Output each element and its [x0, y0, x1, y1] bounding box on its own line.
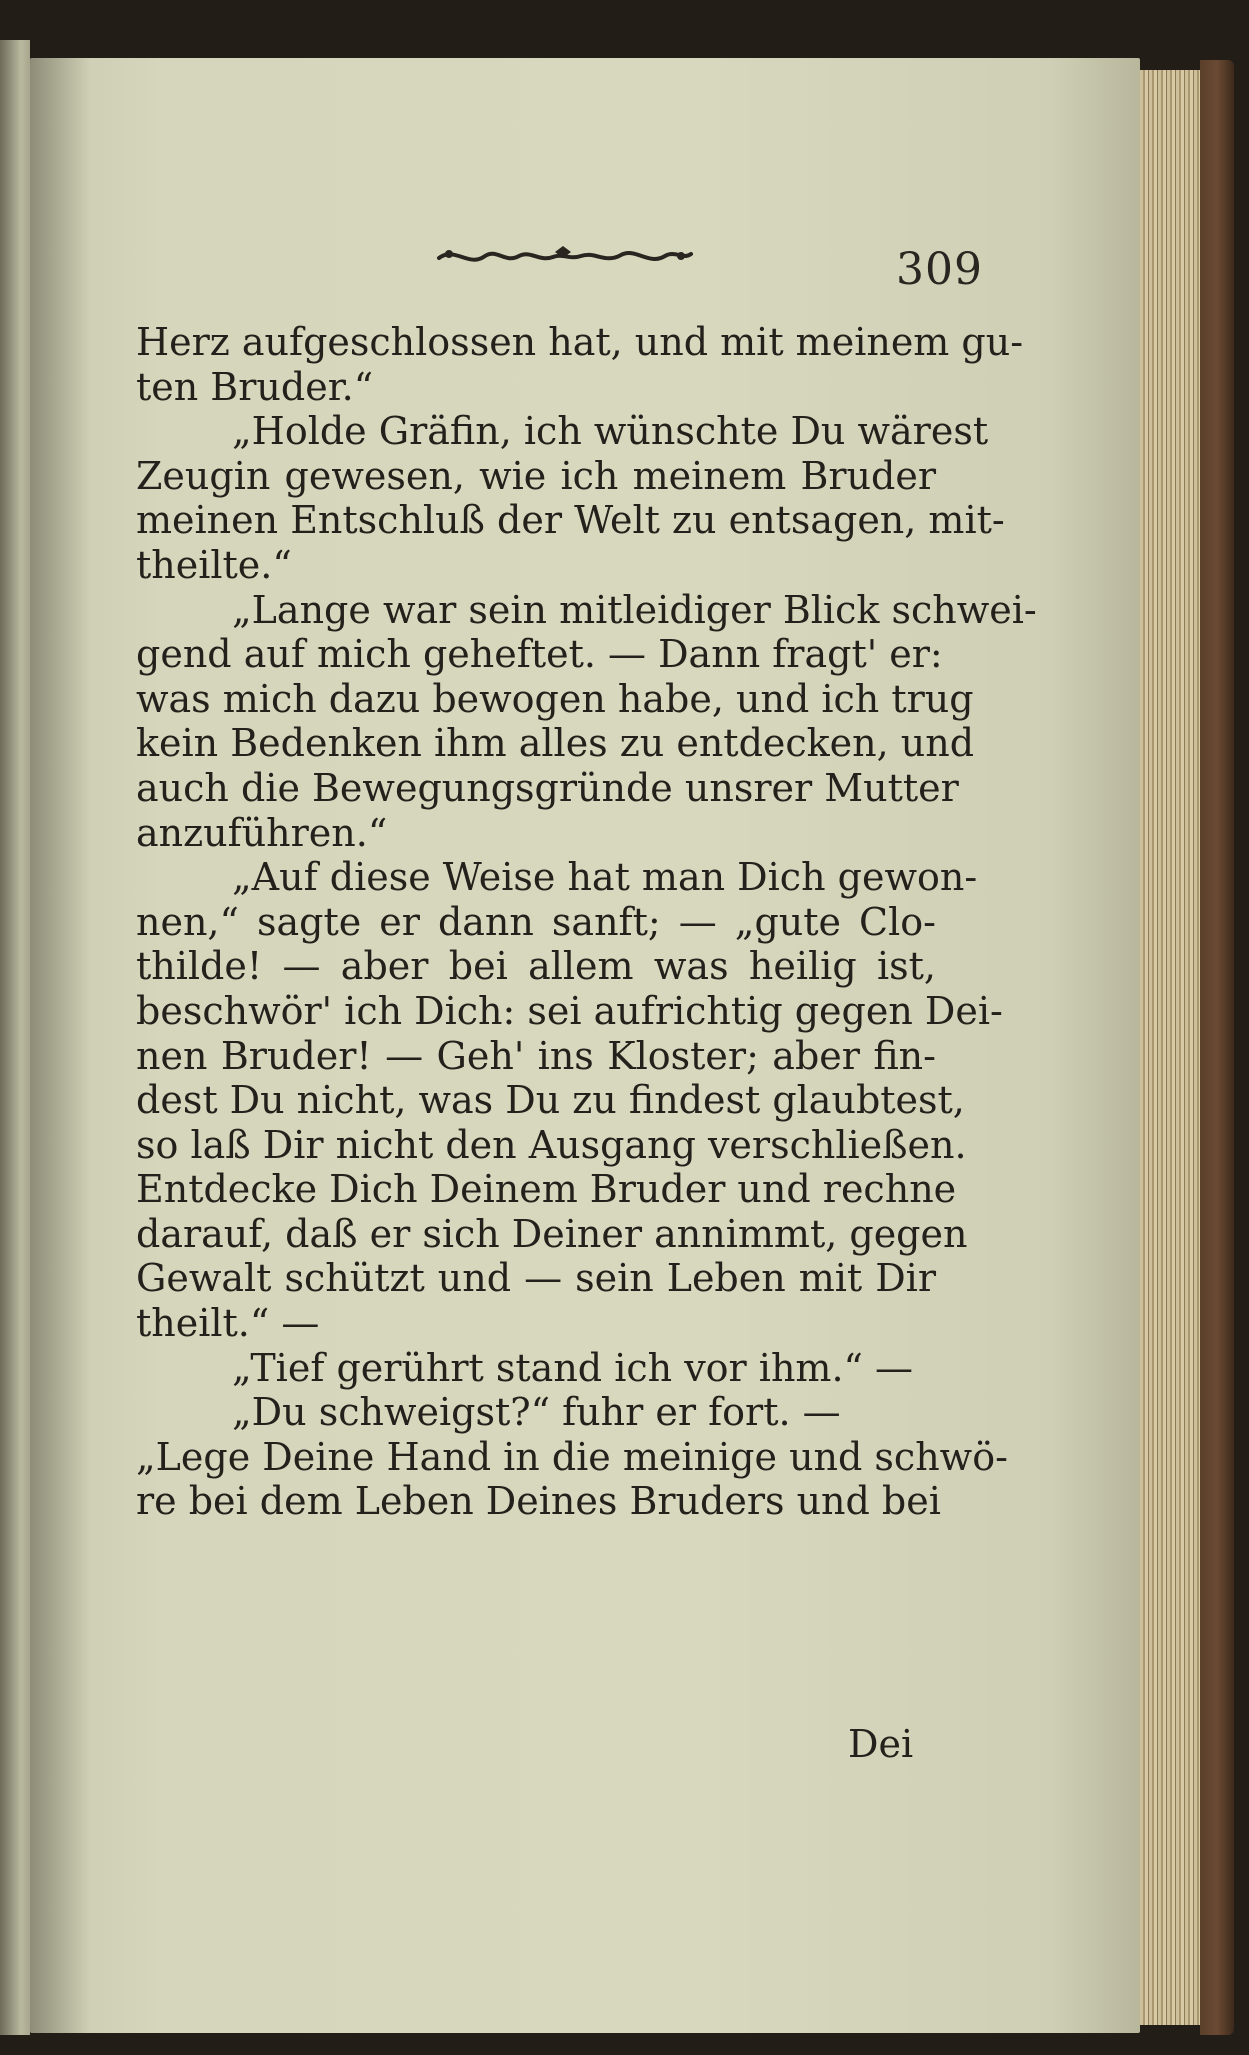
text-line: Herz aufgeschlossen hat, und mit meinem gu-	[136, 320, 1024, 364]
text-line: gend auf mich geheftet. — Dann fragt' er:	[136, 632, 943, 677]
text-line: ten Bruder.“	[136, 364, 374, 409]
text-line: was mich dazu bewogen habe, und ich trug	[136, 676, 974, 721]
text-line: kein Bedenken ihm alles zu entdecken, und	[136, 721, 975, 766]
text-line: „Tief gerührt stand ich vor ihm.“ —	[232, 1345, 914, 1390]
page-header	[30, 240, 1140, 300]
text-line: meinen Entschluß der Welt zu entsagen, mit-	[136, 498, 1005, 543]
page-number: 309	[896, 244, 983, 295]
text-line: „Lege Deine Hand in die meinige und schwö-	[136, 1434, 1008, 1479]
text-line: theilte.“	[136, 542, 292, 587]
text-line: auch die Bewegungsgründe unsrer Mutter	[136, 765, 959, 810]
text-line: thilde! — aber bei allem was heilig ist,	[136, 944, 936, 989]
text-line: theilt.“ —	[136, 1301, 320, 1346]
text-line: darauf, daß er sich Deiner annimmt, gegen	[136, 1211, 968, 1256]
text-line: so laß Dir nicht den Ausgang verschließen.	[136, 1122, 967, 1167]
ornamental-rule-icon	[435, 242, 695, 272]
text-line: „Du schweigst?“ fuhr er fort. —	[232, 1390, 841, 1435]
text-line: anzuführen.“	[136, 810, 388, 855]
text-line: re bei dem Leben Deines Bruders und bei	[136, 1479, 941, 1524]
body-text	[136, 320, 1037, 1524]
text-line: nen Bruder! — Geh' ins Kloster; aber fin-	[136, 1033, 936, 1078]
text-line: Gewalt schützt und — sein Leben mit Dir	[136, 1256, 936, 1301]
book-cover-edge	[1200, 60, 1234, 2035]
text-line: Entdecke Dich Deinem Bruder und rechne	[136, 1167, 957, 1212]
text-line: dest Du nicht, was Du zu findest glaubtest,	[136, 1078, 965, 1123]
text-line: „Holde Gräfin, ich wünschte Du wärest	[232, 409, 989, 454]
text-line: Zeugin gewesen, wie ich meinem Bruder	[136, 453, 936, 498]
text-line: „Auf diese Weise hat man Dich gewon-	[232, 855, 978, 900]
text-line: nen,“ sagte er dann sanft; — „gute Clo-	[136, 899, 936, 944]
facing-page-edge	[0, 40, 30, 2035]
gutter-shadow	[30, 58, 90, 2033]
page-block-edges	[1140, 70, 1202, 2025]
text-line: „Lange war sein mitleidiger Blick schwei-	[232, 587, 1037, 632]
text-line: beschwör' ich Dich: sei aufrichtig gegen Dei-	[136, 988, 1003, 1033]
catchword: Dei	[848, 1722, 914, 1766]
